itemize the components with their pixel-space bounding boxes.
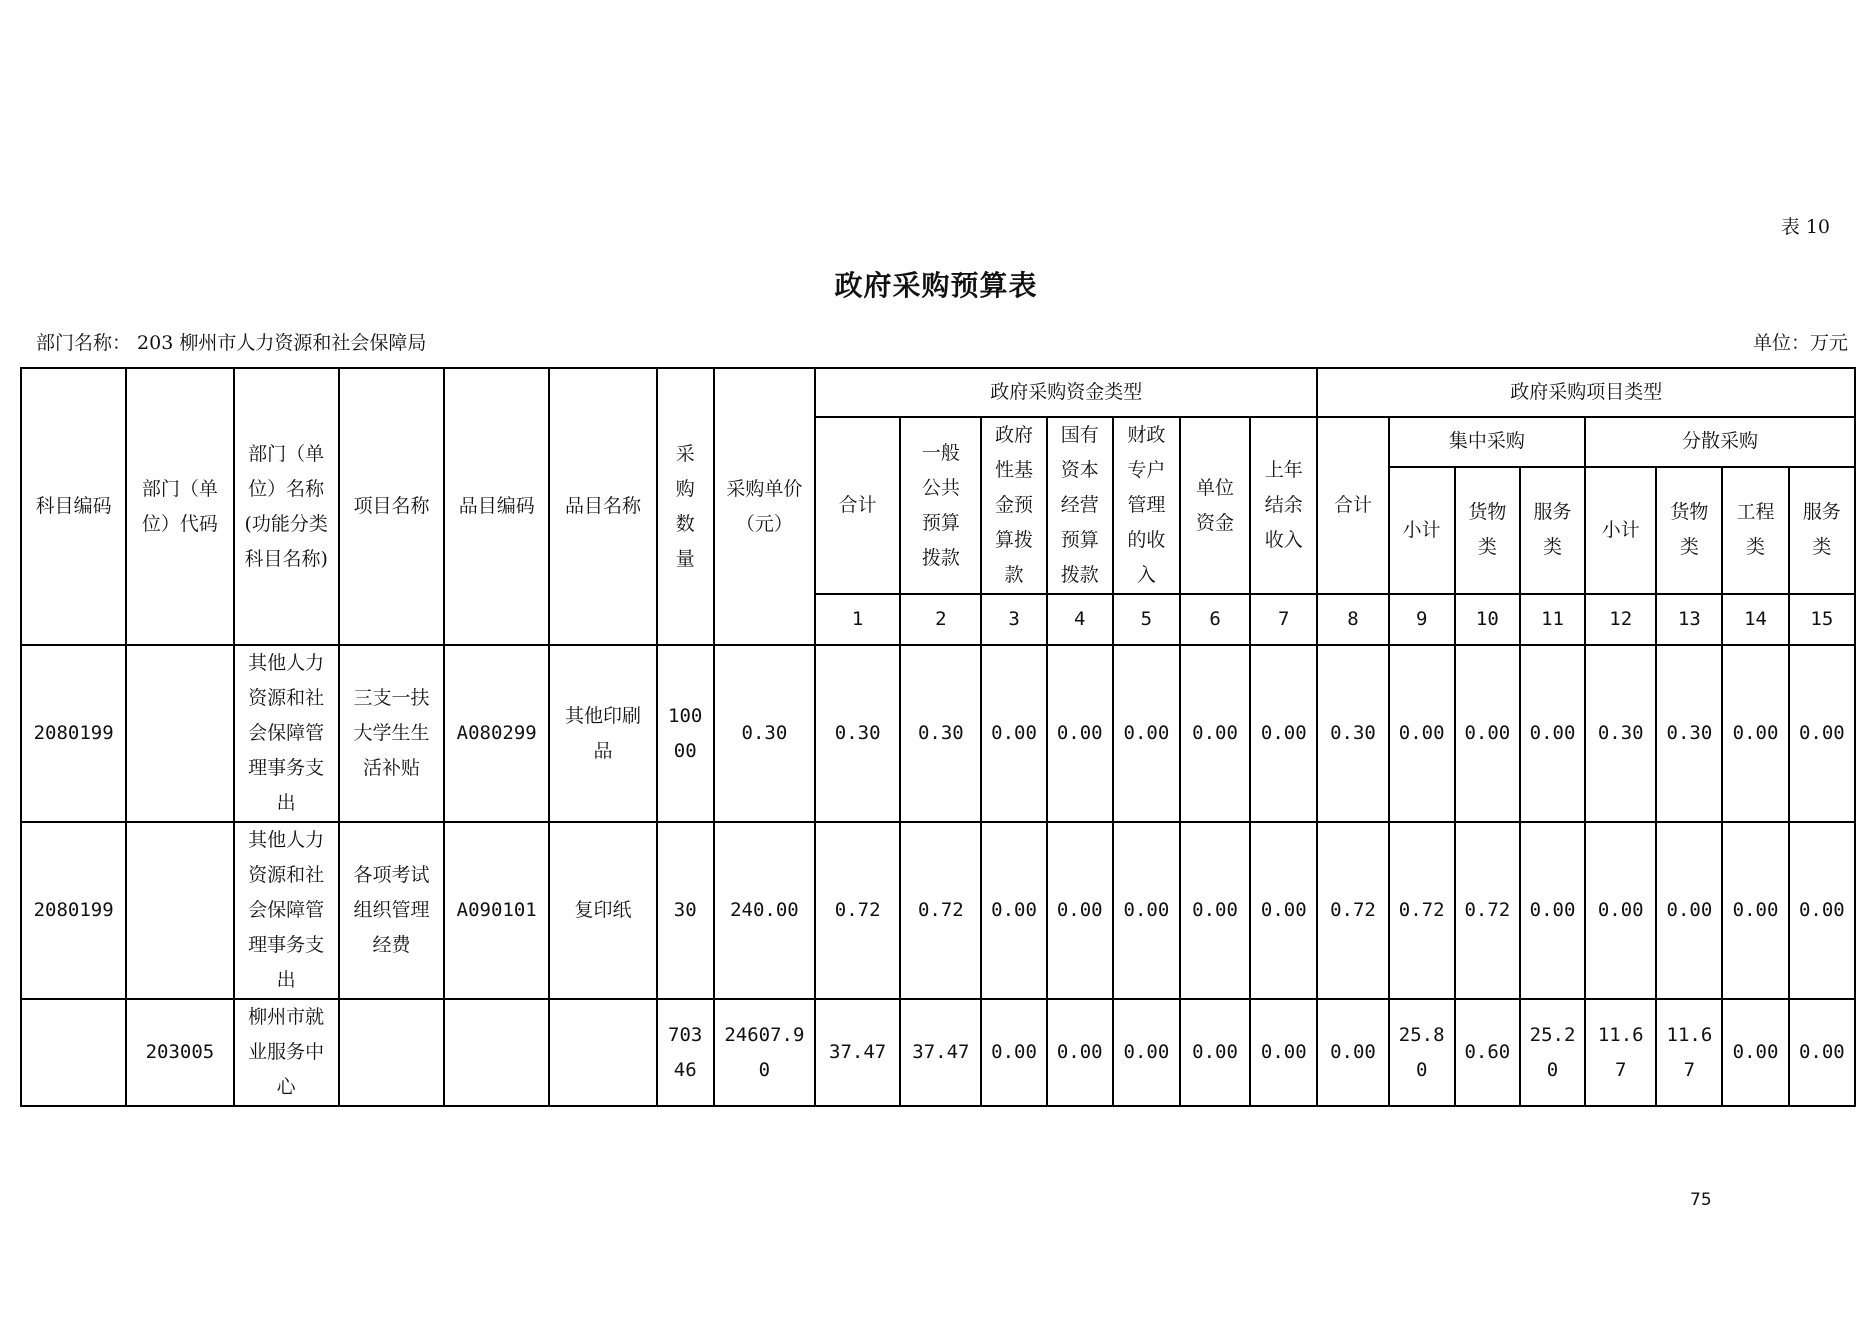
cell-quantity: 703 46 bbox=[657, 999, 714, 1106]
header-subject-code: 科目编码 bbox=[21, 368, 126, 645]
header-decentral-goods: 货物 类 bbox=[1656, 467, 1722, 594]
cell-value: 0.00 bbox=[1180, 645, 1250, 822]
cell-value: 0.30 bbox=[900, 645, 981, 822]
table-row bbox=[21, 999, 1855, 1106]
cell-value: 11.6 7 bbox=[1585, 999, 1656, 1106]
cell-value: 0.30 bbox=[1585, 645, 1656, 822]
cell-value: 0.00 bbox=[1722, 999, 1788, 1106]
cell-item-name: 其他印刷 品 bbox=[549, 645, 656, 822]
cell-value: 0.00 bbox=[1317, 999, 1388, 1106]
col-number: 13 bbox=[1656, 594, 1722, 645]
cell-value: 37.47 bbox=[815, 999, 900, 1106]
header-gov-fund: 政府 性基 金预 算拨 款 bbox=[981, 417, 1046, 594]
col-number: 8 bbox=[1317, 594, 1388, 645]
cell-value: 0.00 bbox=[1520, 822, 1585, 999]
cell-item-code: A090101 bbox=[444, 822, 549, 999]
col-number: 11 bbox=[1520, 594, 1585, 645]
cell-unit-price: 24607.9 0 bbox=[714, 999, 815, 1106]
cell-dept-code bbox=[126, 822, 233, 999]
cell-value: 0.00 bbox=[1250, 999, 1317, 1106]
cell-subject-code bbox=[21, 999, 126, 1106]
cell-value: 0.00 bbox=[1789, 645, 1855, 822]
cell-subject-code: 2080199 bbox=[21, 645, 126, 822]
cell-quantity: 100 00 bbox=[657, 645, 714, 822]
cell-value: 0.00 bbox=[981, 645, 1046, 822]
cell-value: 0.00 bbox=[1389, 645, 1455, 822]
header-decentral-subtotal: 小计 bbox=[1585, 467, 1656, 594]
cell-quantity: 30 bbox=[657, 822, 714, 999]
cell-unit-price: 240.00 bbox=[714, 822, 815, 999]
header-decentral-procurement: 分散采购 bbox=[1585, 417, 1855, 467]
cell-value: 37.47 bbox=[900, 999, 981, 1106]
header-central-procurement: 集中采购 bbox=[1389, 417, 1586, 467]
cell-dept-code: 203005 bbox=[126, 999, 233, 1106]
header-project-type: 政府采购项目类型 bbox=[1317, 368, 1855, 417]
col-number: 9 bbox=[1389, 594, 1455, 645]
cell-item-code bbox=[444, 999, 549, 1106]
col-number: 15 bbox=[1789, 594, 1855, 645]
cell-subject-code: 2080199 bbox=[21, 822, 126, 999]
table-number: 表 10 bbox=[1780, 216, 1830, 238]
col-number: 10 bbox=[1455, 594, 1520, 645]
header-general-budget: 一般 公共 预算 拨款 bbox=[900, 417, 981, 594]
cell-value: 11.6 7 bbox=[1656, 999, 1722, 1106]
col-number: 3 bbox=[981, 594, 1046, 645]
cell-value: 0.30 bbox=[1317, 645, 1388, 822]
cell-value: 0.60 bbox=[1455, 999, 1520, 1106]
cell-value: 25.2 0 bbox=[1520, 999, 1585, 1106]
col-number: 4 bbox=[1047, 594, 1113, 645]
cell-value: 0.72 bbox=[900, 822, 981, 999]
header-fund-type: 政府采购资金类型 bbox=[815, 368, 1317, 417]
cell-value: 0.30 bbox=[815, 645, 900, 822]
header-dept-name: 部门（单位）名称(功能分类科目名称) bbox=[234, 368, 339, 645]
header-project-name: 项目名称 bbox=[339, 368, 444, 645]
col-number: 1 bbox=[815, 594, 900, 645]
cell-value: 0.00 bbox=[1455, 645, 1520, 822]
cell-value: 0.00 bbox=[1113, 999, 1180, 1106]
cell-dept-code bbox=[126, 645, 233, 822]
cell-project-name: 各项考试 组织管理 经费 bbox=[339, 822, 444, 999]
cell-value: 0.72 bbox=[1455, 822, 1520, 999]
cell-dept-name: 柳州市就 业服务中 心 bbox=[234, 999, 339, 1106]
table-row bbox=[21, 822, 1855, 999]
header-item-code: 品目编码 bbox=[444, 368, 549, 645]
header-decentral-engineering: 工程 类 bbox=[1722, 467, 1788, 594]
header-central-subtotal: 小计 bbox=[1389, 467, 1455, 594]
col-number: 7 bbox=[1250, 594, 1317, 645]
cell-dept-name: 其他人力 资源和社 会保障管 理事务支 出 bbox=[234, 645, 339, 822]
col-number: 2 bbox=[900, 594, 981, 645]
cell-value: 0.00 bbox=[1180, 999, 1250, 1106]
cell-value: 0.72 bbox=[815, 822, 900, 999]
cell-item-code: A080299 bbox=[444, 645, 549, 822]
cell-value: 0.00 bbox=[1789, 822, 1855, 999]
col-number: 12 bbox=[1585, 594, 1656, 645]
cell-value: 25.8 0 bbox=[1389, 999, 1455, 1106]
col-number: 5 bbox=[1113, 594, 1180, 645]
page-number: 75 bbox=[1690, 1190, 1712, 1210]
cell-value: 0.00 bbox=[1047, 822, 1113, 999]
cell-item-name: 复印纸 bbox=[549, 822, 656, 999]
cell-value: 0.00 bbox=[1789, 999, 1855, 1106]
header-carryover: 上年 结余 收入 bbox=[1250, 417, 1317, 594]
header-project-total: 合计 bbox=[1317, 417, 1388, 594]
col-number: 14 bbox=[1722, 594, 1788, 645]
cell-value: 0.00 bbox=[1656, 822, 1722, 999]
cell-value: 0.30 bbox=[1656, 645, 1722, 822]
cell-value: 0.00 bbox=[1722, 645, 1788, 822]
header-fiscal-account: 财政 专户 管理 的收 入 bbox=[1113, 417, 1180, 594]
procurement-budget-table bbox=[20, 367, 1856, 1107]
cell-project-name bbox=[339, 999, 444, 1106]
cell-value: 0.72 bbox=[1317, 822, 1388, 999]
department-label: 部门名称： 203 柳州市人力资源和社会保障局 bbox=[36, 332, 427, 354]
cell-project-name: 三支一扶 大学生生 活补贴 bbox=[339, 645, 444, 822]
cell-value: 0.00 bbox=[1047, 645, 1113, 822]
cell-dept-name: 其他人力 资源和社 会保障管 理事务支 出 bbox=[234, 822, 339, 999]
header-decentral-service: 服务 类 bbox=[1789, 467, 1855, 594]
cell-value: 0.00 bbox=[1722, 822, 1788, 999]
cell-item-name bbox=[549, 999, 656, 1106]
cell-value: 0.00 bbox=[981, 822, 1046, 999]
cell-value: 0.00 bbox=[1180, 822, 1250, 999]
header-quantity: 采 购 数 量 bbox=[657, 368, 714, 645]
cell-value: 0.00 bbox=[1520, 645, 1585, 822]
header-unit-fund: 单位 资金 bbox=[1180, 417, 1250, 594]
cell-value: 0.72 bbox=[1389, 822, 1455, 999]
cell-value: 0.00 bbox=[1250, 822, 1317, 999]
header-dept-code: 部门（单位）代码 bbox=[126, 368, 233, 645]
header-state-capital: 国有 资本 经营 预算 拨款 bbox=[1047, 417, 1113, 594]
header-unit-price: 采购单价（元） bbox=[714, 368, 815, 645]
table-row bbox=[21, 645, 1855, 822]
col-number: 6 bbox=[1180, 594, 1250, 645]
cell-unit-price: 0.30 bbox=[714, 645, 815, 822]
cell-value: 0.00 bbox=[1250, 645, 1317, 822]
page-title: 政府采购预算表 bbox=[834, 269, 1038, 302]
header-fund-total: 合计 bbox=[815, 417, 900, 594]
cell-value: 0.00 bbox=[1113, 645, 1180, 822]
cell-value: 0.00 bbox=[1585, 822, 1656, 999]
unit-label: 单位：万元 bbox=[1752, 332, 1848, 354]
header-central-goods: 货物 类 bbox=[1455, 467, 1520, 594]
cell-value: 0.00 bbox=[1047, 999, 1113, 1106]
cell-value: 0.00 bbox=[1113, 822, 1180, 999]
header-item-name: 品目名称 bbox=[549, 368, 656, 645]
cell-value: 0.00 bbox=[981, 999, 1046, 1106]
header-central-service: 服务 类 bbox=[1520, 467, 1585, 594]
